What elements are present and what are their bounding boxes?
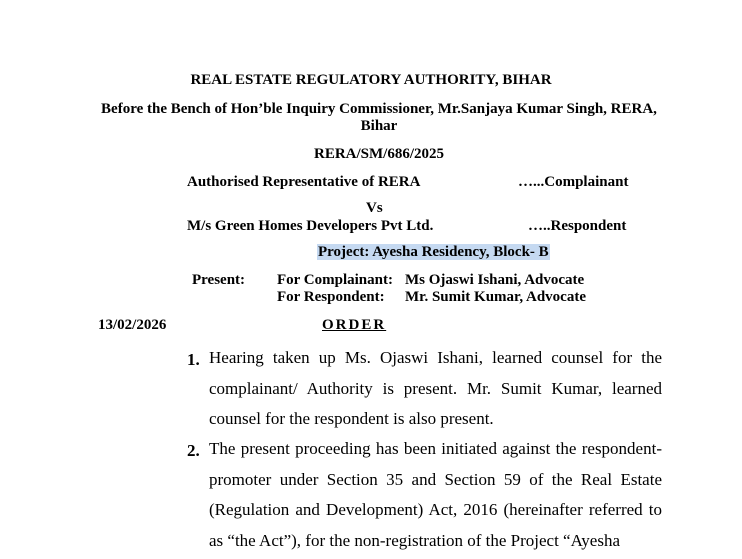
project-name [317,244,550,261]
respondent-name: M/s Green Homes Developers Pvt Ltd. [187,218,434,234]
authority-title: REAL ESTATE REGULATORY AUTHORITY, BIHAR [190,72,552,88]
complainant-name: Authorised Representative of RERA [187,174,421,190]
project-highlight: Project: Ayesha Residency, Block- B [318,244,549,260]
respondent-role: …..Respondent [528,218,627,234]
order-title: ORDER [322,317,387,333]
complainant-role: …...Complainant [518,174,629,190]
case-number: RERA/SM/686/2025 [313,146,444,162]
respondent-counsel: Mr. Sumit Kumar, Advocate [405,289,586,305]
paragraph-1-number: 1. [187,350,200,369]
bench-line-1: Before the Bench of Hon’ble Inquiry Commissioner, Mr.Sanjaya Kumar Singh, RERA, [101,101,657,117]
versus-label: Vs [366,200,383,216]
paragraph-2-number: 2. [187,441,200,460]
paragraph-1-text: Hearing taken up Ms. Ojaswi Ishani, learned counsel for the complainant/ Authority is present. Mr. Sumit Kumar, learned counsel for the respondent is also present. [209,348,662,428]
present-label: Present: [192,272,246,288]
for-respondent-label: For Respondent: [277,289,385,305]
for-complainant-label: For Complainant: [277,272,393,288]
order-date: 13/02/2026 [98,317,167,333]
complainant-counsel: Ms Ojaswi Ishani, Advocate [405,272,585,288]
paragraph-2-text: The present proceeding has been initiated against the respondent-promoter under Section 35 and Section 59 of the Real Estate (Regulation and Development) Act, 2016 (hereinafter referred to as “the Act”), for the non-registration of the Project “Ayesha [209,439,662,550]
bench-line-2: Bihar [360,118,398,134]
